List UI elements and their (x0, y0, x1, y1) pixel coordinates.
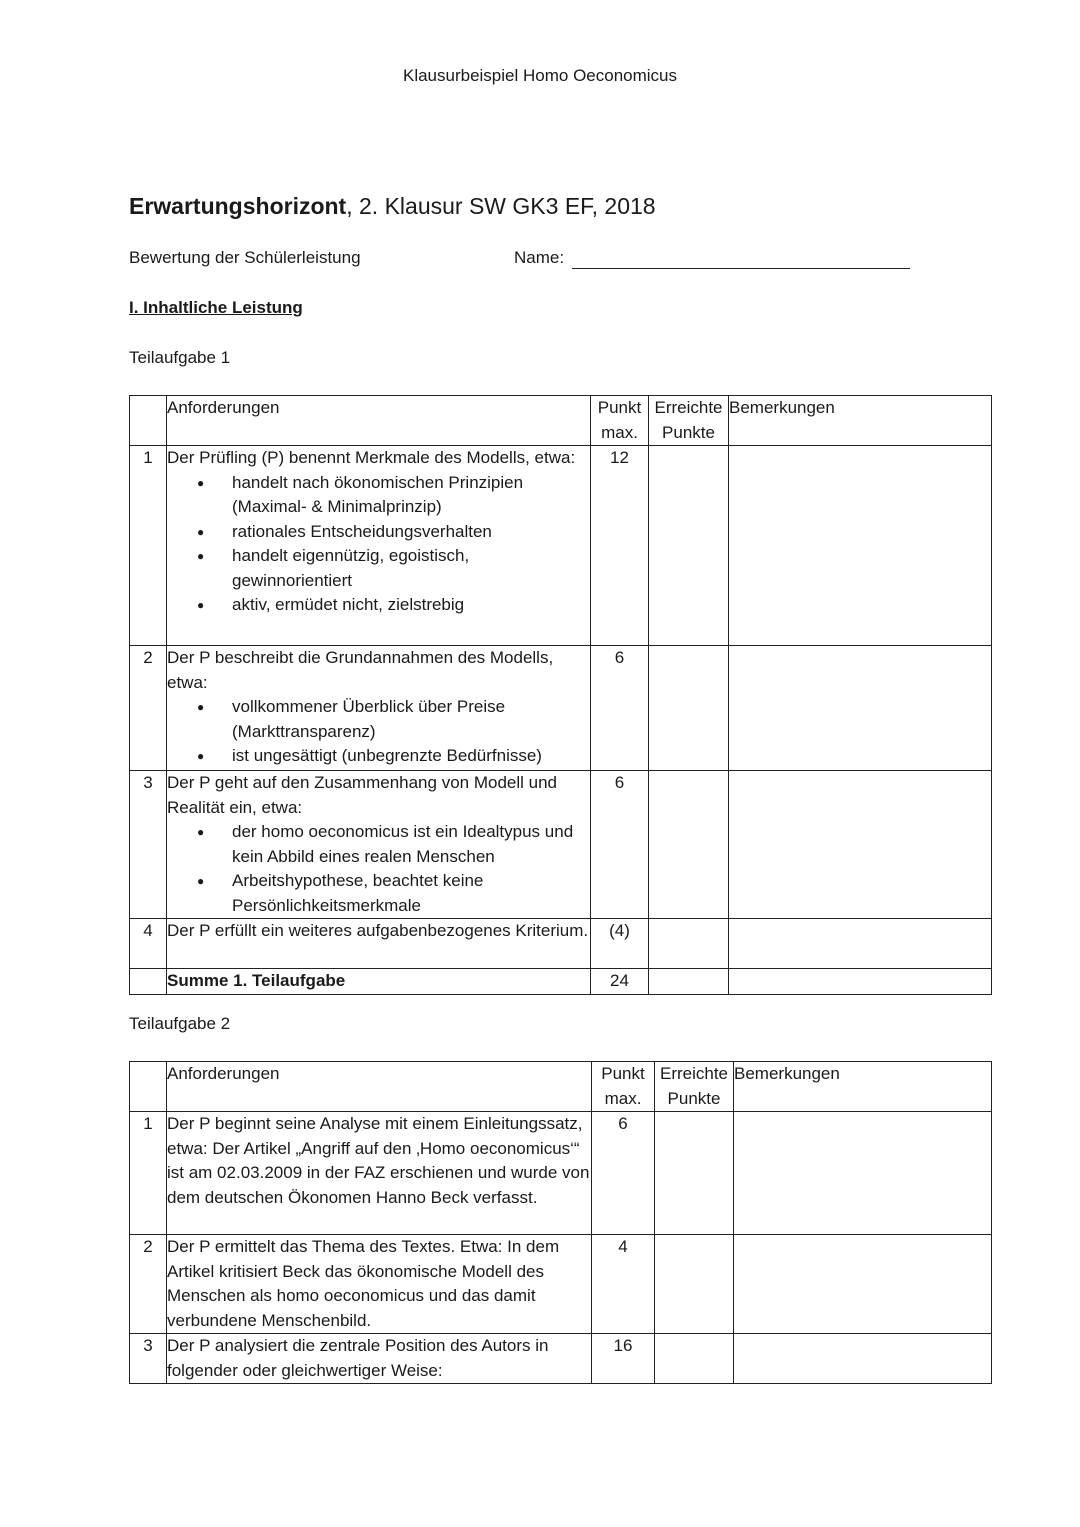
row-number: 2 (130, 1235, 167, 1334)
bullet-item: ● aktiv, ermüdet nicht, zielstrebig (222, 593, 590, 618)
bullet-item: ● handelt eigennützig, egoistisch, gewinnorientiert (222, 544, 590, 593)
rating-label: Bewertung der Schülerleistung (129, 248, 361, 267)
header-achieved-line1: Erreichte (654, 398, 723, 417)
table-row (130, 1235, 992, 1334)
bullet-item: ● der homo oeconomicus ist ein Idealtypus und kein Abbild eines realen Menschen (222, 820, 590, 869)
max-points-value: (4) (591, 919, 649, 969)
achieved-points-cell (649, 771, 729, 919)
remarks-cell (729, 771, 992, 919)
header-max-points (591, 396, 649, 446)
task1-table (129, 395, 992, 995)
max-points-value: 4 (592, 1235, 655, 1334)
name-label: Name: (514, 248, 565, 267)
header-achieved-line1: Erreichte (659, 1064, 729, 1083)
table-row (130, 771, 992, 919)
bullet-item: ● Arbeitshypothese, beachtet keine Persönlichkeitsmerkmale (222, 869, 590, 918)
header-max-line2: max. (604, 1088, 642, 1108)
achieved-points-cell (649, 646, 729, 771)
row-requirement (167, 771, 591, 919)
max-points-value: 12 (591, 446, 649, 646)
bullet-list (167, 820, 590, 918)
row-number: 2 (130, 646, 167, 771)
task1-label: Teilaufgabe 1 (129, 348, 231, 367)
header-achieved-points (655, 1062, 734, 1112)
requirement-text: Der P analysiert die zentrale Position des Autors in folgender oder gleichwertiger Weise: (167, 1334, 592, 1384)
bullet-item: ● handelt nach ökonomischen Prinzipien (Maximal- & Minimalprinzip) (222, 471, 590, 520)
header-max-line1: Punkt (601, 1064, 645, 1083)
page-title (129, 193, 656, 220)
name-field-line (572, 268, 910, 269)
remarks-cell (734, 1112, 992, 1235)
header-achieved-line2: Punkte (662, 422, 715, 442)
bullet-item: ● rationales Entscheidungsverhalten (222, 520, 590, 545)
max-points-value: 6 (591, 646, 649, 771)
row-number: 1 (130, 1112, 167, 1235)
task2-label: Teilaufgabe 2 (129, 1014, 231, 1033)
table-row (130, 1334, 992, 1384)
achieved-points-cell (649, 919, 729, 969)
header-achieved-points (649, 396, 729, 446)
requirement-text: Der P erfüllt ein weiteres aufgabenbezogenes Kriterium. (167, 921, 589, 940)
table-header-row (130, 396, 992, 446)
page-title-rest: , 2. Klausur SW GK3 EF, 2018 (346, 193, 656, 219)
header-achieved-line2: Punkte (667, 1088, 721, 1108)
row-number: 3 (130, 1334, 167, 1384)
header-remarks: Bemerkungen (734, 1062, 992, 1112)
document-header: Klausurbeispiel Homo Oeconomicus (402, 66, 678, 85)
bullet-item: ● vollkommener Überblick über Preise (Markttransparenz) (222, 695, 590, 744)
row-requirement (167, 646, 591, 771)
achieved-points-cell (649, 969, 729, 995)
row-number: 4 (130, 919, 167, 969)
remarks-cell (729, 969, 992, 995)
remarks-cell (729, 446, 992, 646)
bullet-list (167, 471, 590, 618)
header-max-line1: Punkt (597, 398, 642, 417)
header-requirements: Anforderungen (167, 396, 591, 446)
bullet-item: ● ist ungesättigt (unbegrenzte Bedürfnisse) (222, 744, 590, 769)
header-max-line2: max. (601, 422, 638, 442)
section-heading: I. Inhaltliche Leistung (129, 298, 303, 317)
remarks-cell (729, 919, 992, 969)
requirement-text: Der P geht auf den Zusammenhang von Modell und Realität ein, etwa: (167, 773, 557, 817)
task2-table (129, 1061, 992, 1384)
bullet-list (167, 695, 590, 769)
sum-row (130, 969, 992, 995)
header-max-points (592, 1062, 655, 1112)
row-number: 3 (130, 771, 167, 919)
requirement-text: Der Prüfling (P) benennt Merkmale des Modells, etwa: (167, 448, 576, 467)
achieved-points-cell (649, 446, 729, 646)
table-row (130, 446, 992, 646)
table-row (130, 919, 992, 969)
achieved-points-cell (655, 1235, 734, 1334)
row-requirement (167, 446, 591, 646)
max-points-value: 16 (592, 1334, 655, 1384)
requirement-text: Der P beginnt seine Analyse mit einem Einleitungssatz, etwa: Der Artikel „Angriff auf den ‚Homo oeconomicus‘“ ist am 02.03.2009 in der FAZ erschienen und wurde von dem deutschen Ökonomen Hanno Beck verfasst. (167, 1112, 592, 1235)
header-num-cell (130, 1062, 167, 1112)
table-header-row (130, 1062, 992, 1112)
sum-num-cell (130, 969, 167, 995)
sum-points: 24 (591, 969, 649, 995)
remarks-cell (734, 1334, 992, 1384)
header-remarks: Bemerkungen (729, 396, 992, 446)
requirement-text: Der P beschreibt die Grundannahmen des Modells, etwa: (167, 648, 554, 692)
max-points-value: 6 (592, 1112, 655, 1235)
achieved-points-cell (655, 1334, 734, 1384)
header-requirements: Anforderungen (167, 1062, 592, 1112)
achieved-points-cell (655, 1112, 734, 1235)
table-row (130, 646, 992, 771)
max-points-value: 6 (591, 771, 649, 919)
remarks-cell (729, 646, 992, 771)
header-num-cell (130, 396, 167, 446)
row-number: 1 (130, 446, 167, 646)
page-title-bold: Erwartungshorizont (129, 193, 347, 219)
table-row (130, 1112, 992, 1235)
remarks-cell (734, 1235, 992, 1334)
requirement-text: Der P ermittelt das Thema des Textes. Etwa: In dem Artikel kritisiert Beck das ökonomische Modell des Menschen als homo oeconomicus und das damit verbundene Menschenbild. (167, 1235, 592, 1334)
row-requirement (167, 919, 591, 969)
sum-label: Summe 1. Teilaufgabe (167, 969, 591, 995)
